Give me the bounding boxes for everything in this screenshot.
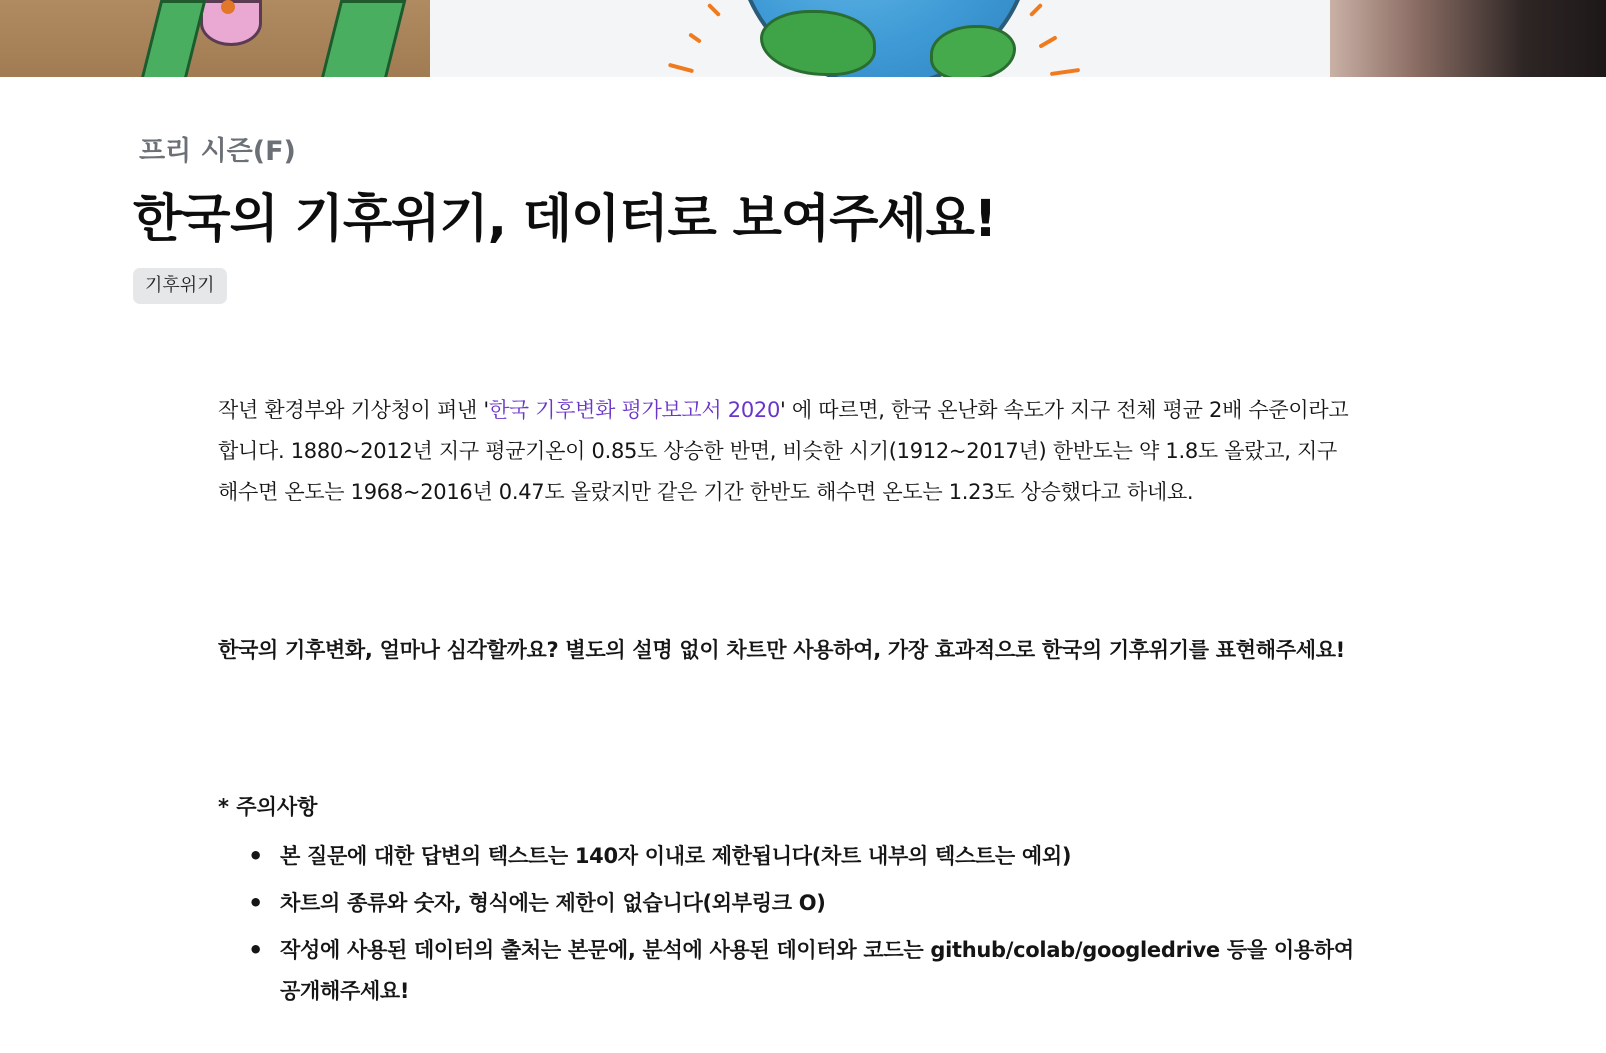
flower-center (221, 0, 235, 14)
rules-list (248, 836, 1358, 1018)
intro-text-rest: ' 에 따르면, 한국 온난화 속도가 지구 전체 평균 2배 수준이라고 합니다. 1880~2012년 지구 평균기온이 0.85도 상승한 반면, 비슷한 시기(1912~2017년) 한반도는 약 1.8도 올랐고, 지구 해수면 온도는 1968~2016년 0.47도 올랐지만 같은 기간 한반도 해수면 온도는 1.23도 상승했다고 하네요. (218, 398, 1349, 504)
bullet-icon: • (248, 842, 264, 870)
rule-item (248, 883, 1358, 924)
tag-chip[interactable]: 기후위기 (133, 268, 227, 304)
challenge-body (218, 390, 1358, 1003)
rule-text: 본 질문에 대한 답변의 텍스트는 140자 이내로 제한됩니다(차트 내부의 텍스트는 예외) (280, 844, 1072, 868)
report-link[interactable]: 한국 기후변화 평가보고서 2020 (488, 398, 781, 422)
continent-drawing (930, 25, 1016, 77)
rule-text: 차트의 종류와 숫자, 형식에는 제한이 없습니다(외부링크 O) (280, 891, 826, 915)
person-photo (1330, 0, 1606, 77)
rule-item (248, 930, 1358, 1012)
intro-text: 작년 환경부와 기상청이 펴낸 ' (218, 398, 489, 422)
rule-text: 작성에 사용된 데이터의 출처는 본문에, 분석에 사용된 데이터와 코드는 github/colab/googledrive 등을 이용하여 공개해주세요! (280, 938, 1354, 1003)
notice-title: * 주의사항 (218, 795, 318, 819)
rule-item (248, 836, 1358, 877)
question-paragraph: 한국의 기후변화, 얼마나 심각할까요? 별도의 설명 없이 차트만 사용하여, 가장 효과적으로 한국의 기후위기를 표현해주세요! (218, 638, 1345, 662)
bullet-icon: • (248, 889, 264, 917)
season-label: 프리 시즌(F) (139, 136, 296, 167)
page-title: 한국의 기후위기, 데이터로 보여주세요! (133, 190, 997, 249)
bullet-icon: • (248, 936, 264, 964)
intro-paragraph (218, 390, 1358, 513)
hero-banner-image (0, 0, 1606, 77)
